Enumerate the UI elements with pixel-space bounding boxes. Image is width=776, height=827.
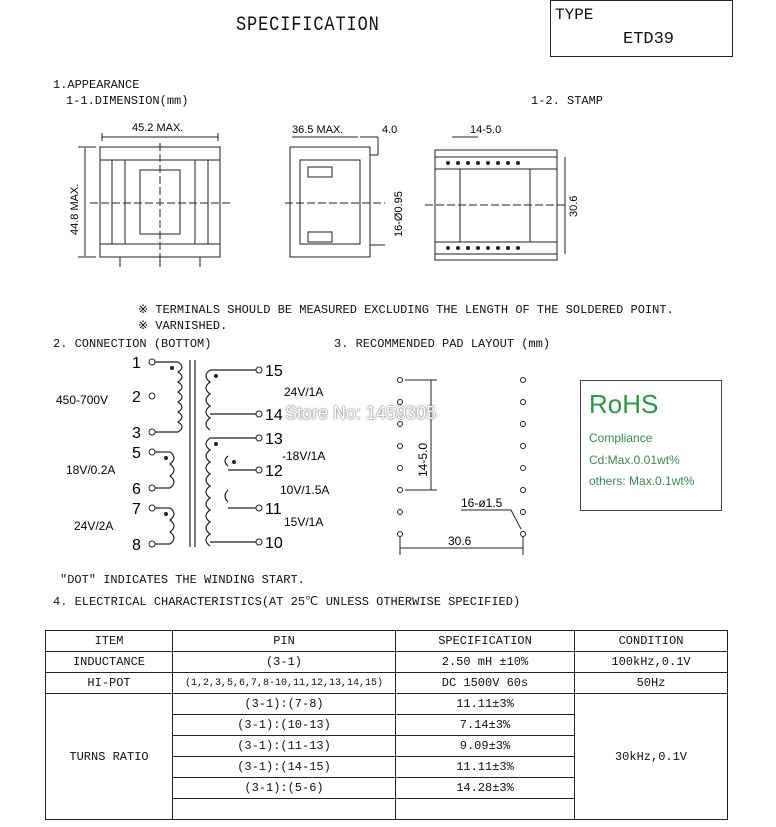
type-value: ETD39 — [623, 30, 675, 49]
rohs-cd: Cd:Max.0.01wt% — [589, 453, 680, 467]
row-dim: 30.6 — [568, 195, 580, 217]
pad-layout-drawing — [385, 365, 545, 555]
rohs-compliance: Compliance — [589, 431, 653, 445]
pin-11: 11 — [265, 501, 282, 518]
appearance-heading: 1.APPEARANCE — [53, 78, 140, 92]
hipot-cond: 50Hz — [575, 673, 728, 694]
dimension-heading: 1-1.DIMENSION(mm) — [66, 94, 189, 108]
pin-8: 8 — [132, 537, 141, 552]
label-24v2a: 24V/2A — [74, 519, 114, 533]
turns-pin-5: (3-1):(5-6) — [173, 778, 396, 799]
label-18v: 18V/0.2A — [66, 463, 116, 477]
tab-dim: 4.0 — [382, 124, 398, 136]
turns-pin-3: (3-1):(11-13) — [173, 736, 396, 757]
pin-3: 3 — [132, 425, 141, 442]
inductance-item: INDUCTANCE — [46, 652, 173, 673]
col-item: ITEM — [46, 631, 173, 652]
turns-pin-1: (3-1):(7-8) — [173, 694, 396, 715]
inductance-pin: (3-1) — [173, 652, 396, 673]
pin-6: 6 — [132, 481, 141, 498]
dot-note: "DOT" INDICATES THE WINDING START. — [60, 573, 305, 587]
inductance-spec: 2.50 mH ±10% — [396, 652, 575, 673]
turns-spec-2: 7.14±3% — [396, 715, 575, 736]
label-minus18v: -18V/1A — [282, 449, 326, 463]
note-terminals: ※ TERMINALS SHOULD BE MEASURED EXCLUDING THE LENGTH OF THE SOLDERED POINT. — [138, 303, 674, 317]
width-dim: 45.2 MAX. — [132, 122, 184, 134]
hipot-pin: (1,2,3,5,6,7,8-10,11,12,13,14,15) — [173, 673, 396, 694]
pin-10: 10 — [265, 535, 283, 552]
rohs-badge — [580, 380, 722, 511]
store-watermark: Store No: 1459305 — [285, 403, 437, 423]
inductance-cond: 100kHz,0.1V — [575, 652, 728, 673]
turns-spec-5: 14.28±3% — [396, 778, 575, 799]
electrical-heading: 4. ELECTRICAL CHARACTERISTICS(AT 25℃ UNLESS OTHERWISE SPECIFIED) — [53, 595, 521, 609]
turns-pin-4: (3-1):(14-15) — [173, 757, 396, 778]
turns-spec-3: 9.09±3% — [396, 736, 575, 757]
pin-5: 5 — [132, 445, 141, 462]
connection-heading: 2. CONNECTION (BOTTOM) — [53, 337, 212, 351]
table-row — [46, 694, 728, 715]
col-spec: SPECIFICATION — [396, 631, 575, 652]
turns-pin-empty — [173, 799, 396, 820]
table-row — [46, 673, 728, 694]
pad-pitch: 14-5.0 — [416, 442, 430, 477]
dimension-drawing — [60, 115, 580, 275]
pin-12: 12 — [265, 463, 283, 480]
label-primary: 450-700V — [56, 393, 109, 407]
turns-spec-1: 11.11±3% — [396, 694, 575, 715]
turns-spec-empty — [396, 799, 575, 820]
connection-schematic — [50, 352, 350, 552]
hipot-spec: DC 1500V 60s — [396, 673, 575, 694]
pin-2: 2 — [132, 389, 141, 406]
col-condition: CONDITION — [575, 631, 728, 652]
pin-1: 1 — [132, 355, 141, 372]
rohs-title: RoHS — [589, 389, 659, 419]
pin-dim: 16-Ø0.95 — [393, 191, 405, 237]
turns-spec-4: 11.11±3% — [396, 757, 575, 778]
note-varnished: ※ VARNISHED. — [138, 319, 228, 333]
type-box — [550, 0, 733, 57]
pitch-dim: 14-5.0 — [470, 124, 502, 136]
pad-span: 30.6 — [448, 534, 472, 548]
col-pin: PIN — [173, 631, 396, 652]
label-24v1a: 24V/1A — [284, 385, 324, 399]
turns-pin-2: (3-1):(10-13) — [173, 715, 396, 736]
depth-dim: 36.5 MAX. — [292, 124, 344, 136]
table-header-row — [46, 631, 728, 652]
rohs-others: others: Max.0.1wt% — [589, 474, 695, 488]
label-10v: 10V/1.5A — [280, 483, 330, 497]
page-title: SPECIFICATION — [236, 14, 380, 37]
pin-14: 14 — [265, 407, 283, 424]
pin-7: 7 — [132, 501, 141, 518]
electrical-table — [45, 630, 728, 820]
height-dim: 44.8 MAX. — [69, 183, 81, 235]
type-label: TYPE — [555, 6, 594, 24]
pin-15: 15 — [265, 363, 283, 380]
stamp-heading: 1-2. STAMP — [531, 94, 604, 108]
hipot-item: HI-POT — [46, 673, 173, 694]
pin-13: 13 — [265, 431, 283, 448]
turns-cond: 30kHz,0.1V — [575, 694, 728, 820]
table-row — [46, 652, 728, 673]
pad-hole: 16-ø1.5 — [461, 496, 503, 510]
turns-item: TURNS RATIO — [46, 694, 173, 820]
pad-layout-heading: 3. RECOMMENDED PAD LAYOUT (mm) — [334, 337, 551, 351]
label-15v: 15V/1A — [284, 515, 324, 529]
